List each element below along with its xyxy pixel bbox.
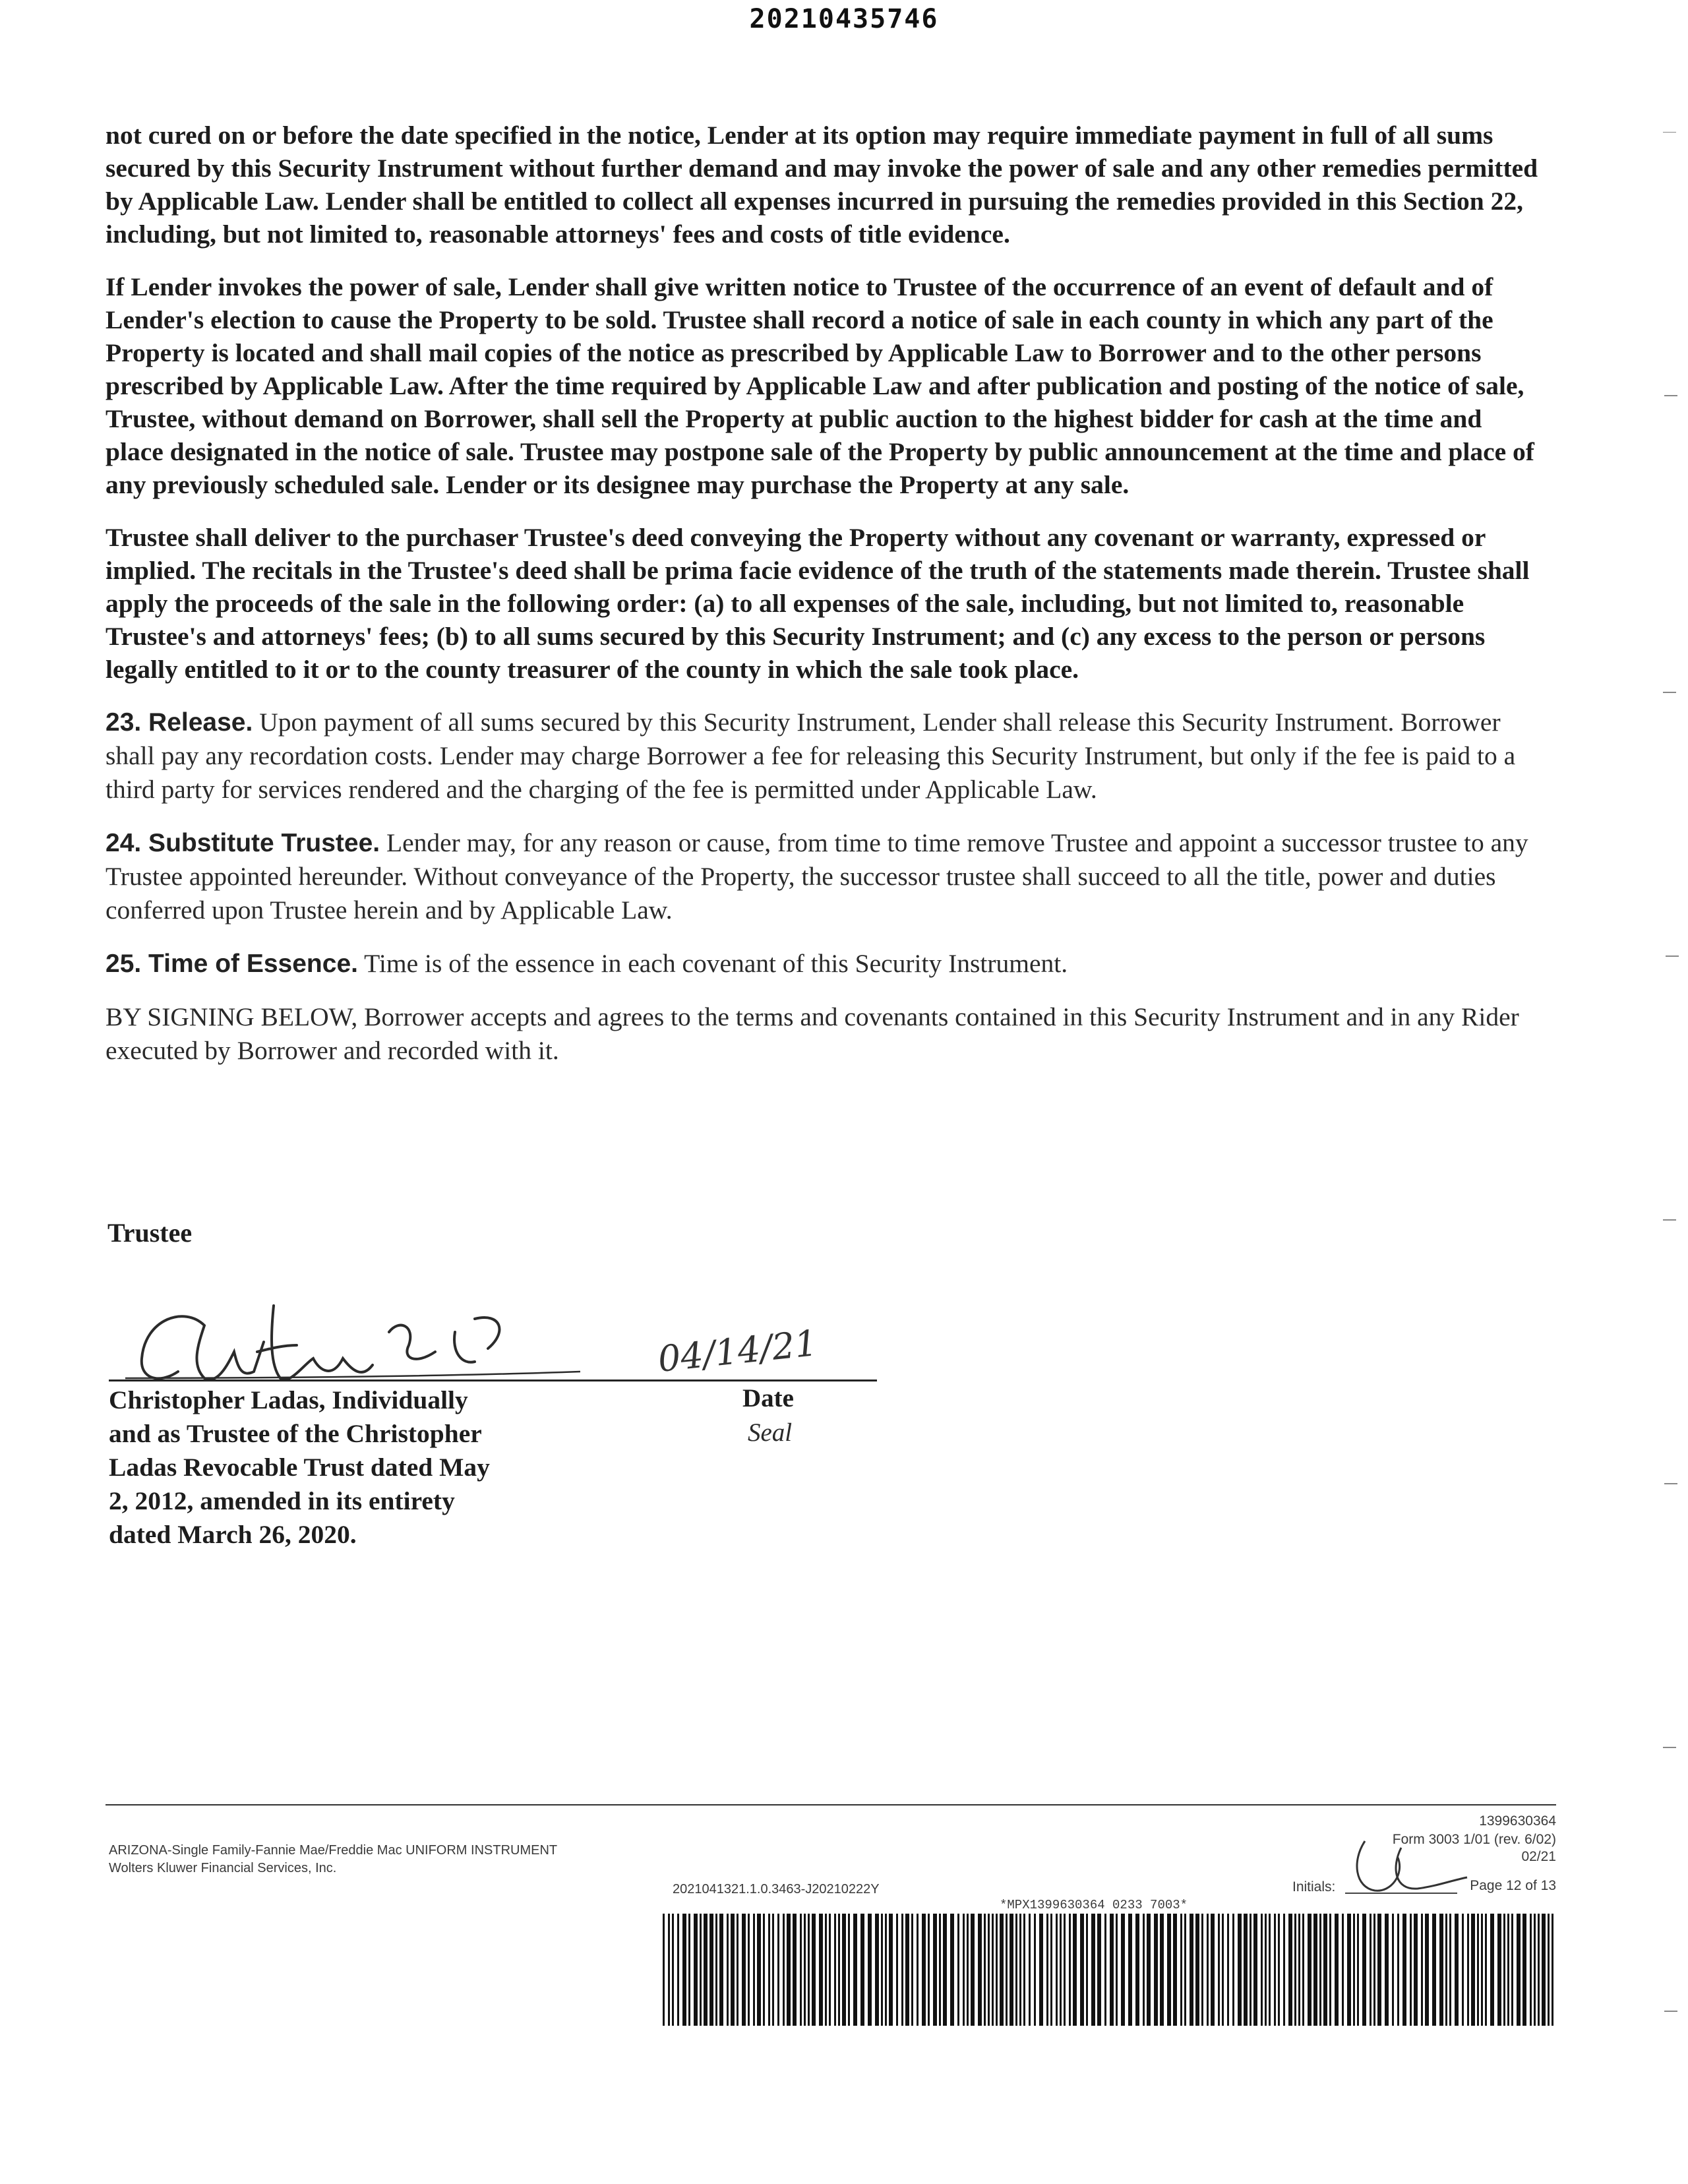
date-label: Date xyxy=(742,1384,794,1412)
barcode xyxy=(663,1914,1559,2026)
revision-date: 02/21 xyxy=(1521,1849,1556,1864)
signer-line: 2, 2012, amended in its entirety xyxy=(109,1486,455,1515)
barcode-bar xyxy=(1238,1914,1242,2026)
barcode-bar xyxy=(842,1914,846,2026)
barcode-bar xyxy=(917,1914,919,2026)
barcode-bar xyxy=(922,1914,926,2026)
barcode-bar xyxy=(1323,1914,1327,2026)
seal-label: Seal xyxy=(748,1418,793,1447)
barcode-bar xyxy=(1455,1914,1459,2026)
handwritten-initials xyxy=(1345,1828,1477,1900)
barcode-bar xyxy=(694,1914,698,2026)
section-23-release xyxy=(106,706,1543,806)
barcode-bar xyxy=(1269,1914,1271,2026)
barcode-bar xyxy=(901,1914,903,2026)
barcode-bar xyxy=(1353,1914,1355,2026)
barcode-bar xyxy=(1116,1914,1118,2026)
barcode-bar xyxy=(868,1914,872,2026)
barcode-bar xyxy=(1522,1914,1526,2026)
barcode-bar xyxy=(1342,1914,1344,2026)
barcode-bar xyxy=(787,1914,791,2026)
barcode-bar xyxy=(1432,1914,1436,2026)
barcode-bar xyxy=(1184,1914,1186,2026)
barcode-bar xyxy=(1385,1914,1389,2026)
barcode-bar xyxy=(1445,1914,1447,2026)
barcode-bar xyxy=(1207,1914,1209,2026)
barcode-bar xyxy=(1143,1914,1145,2026)
barcode-bar xyxy=(1029,1914,1031,2026)
barcode-bar xyxy=(783,1914,785,2026)
barcode-bar xyxy=(1329,1914,1331,2026)
barcode-bar xyxy=(1167,1914,1171,2026)
barcode-bar xyxy=(1357,1914,1359,2026)
barcode-bar xyxy=(737,1914,738,2026)
barcode-bar xyxy=(950,1914,954,2026)
barcode-bar xyxy=(1019,1914,1021,2026)
barcode-bar xyxy=(1069,1914,1071,2026)
barcode-bar xyxy=(984,1914,986,2026)
barcode-bar xyxy=(1104,1914,1106,2026)
barcode-bar xyxy=(992,1914,994,2026)
barcode-bar xyxy=(1015,1914,1017,2026)
barcode-bar xyxy=(988,1914,990,2026)
barcode-bar xyxy=(719,1914,723,2026)
barcode-bar xyxy=(1288,1914,1292,2026)
barcode-bar xyxy=(1232,1914,1234,2026)
barcode-bar xyxy=(1046,1914,1048,2026)
loan-number: 1399630364 xyxy=(1479,1813,1556,1829)
barcode-bar xyxy=(1227,1914,1229,2026)
barcode-bar xyxy=(672,1914,674,2026)
barcode-bar xyxy=(838,1914,840,2026)
barcode-bar xyxy=(1298,1914,1300,2026)
barcode-bar xyxy=(804,1914,806,2026)
barcode-bar xyxy=(1347,1914,1351,2026)
barcode-bar xyxy=(957,1914,959,2026)
barcode-bar xyxy=(1121,1914,1125,2026)
barcode-bar xyxy=(777,1914,779,2026)
form-publisher: Wolters Kluwer Financial Services, Inc. xyxy=(109,1861,337,1875)
barcode-bar xyxy=(709,1914,713,2026)
barcode-bar xyxy=(1080,1914,1084,2026)
barcode-bar xyxy=(812,1914,816,2026)
barcode-bar xyxy=(1542,1914,1546,2026)
barcode-bar xyxy=(677,1914,679,2026)
footer-divider xyxy=(106,1804,1556,1805)
barcode-bar xyxy=(1060,1914,1062,2026)
barcode-bar xyxy=(928,1914,930,2026)
barcode-bar xyxy=(1091,1914,1095,2026)
barcode-bar xyxy=(1511,1914,1513,2026)
barcode-bar xyxy=(889,1914,893,2026)
barcode-bar xyxy=(1086,1914,1088,2026)
initials-label: Initials: xyxy=(1292,1879,1336,1895)
barcode-bar xyxy=(1421,1914,1423,2026)
paragraph-power-of-sale: If Lender invokes the power of sale, Lender shall give written notice to Trustee of the occurrence of an event of default and of Lender's election to cause the Property to be sold. Trustee shall record a notice of sale in each county in which any part of the Property is located and shall mail copies of the notice as prescribed by Applicable Law to Borrower and to the other persons prescribed by Applicable Law. After the time required by Applicable Law and after publication and posting of the notice of sale, Trustee, without demand on Borrower, shall sell the Property at public auction to the highest bidder for cash at the time and place designated in the notice of sale. Trustee may postpone sale of the Property by public announcement at the time and place of any previously scheduled sale. Lender or its designee may purchase the Property at any sale. xyxy=(106,272,1534,499)
barcode-bar xyxy=(688,1914,690,2026)
barcode-bar xyxy=(1477,1914,1479,2026)
recording-number: 20210435746 xyxy=(749,4,939,34)
barcode-bar xyxy=(1410,1914,1412,2026)
paragraph-trustee-deed: Trustee shall deliver to the purchaser Trustee's deed conveying the Property without any covenant or warranty, expressed or implied. The recitals in the Trustee's deed shall be prima facie evidence of the truth of the statements made therein. Trustee shall apply the proceeds of the sale in the following order: (a) to all expenses of the sale, including, but not limited to, reasonable Trustee's and attorneys' fees; (b) to all sums secured by this Security Instrument; and (c) any excess to the person or persons legally entitled to it or to the county treasurer of the county in which the sale took place. xyxy=(106,523,1530,684)
barcode-bar xyxy=(885,1914,887,2026)
barcode-bar xyxy=(905,1914,909,2026)
barcode-bar xyxy=(1180,1914,1182,2026)
barcode-bar xyxy=(1253,1914,1257,2026)
barcode-bar xyxy=(1449,1914,1451,2026)
barcode-bar xyxy=(1530,1914,1532,2026)
barcode-bar xyxy=(1173,1914,1177,2026)
barcode-bar xyxy=(853,1914,857,2026)
section-24-text: Lender may, for any reason or cause, from time to time remove Trustee and appoint a successor trustee to any Trustee appointed hereunder. Without conveyance of the Property, the successor trustee shall succeed to all the title, power and duties conferred upon Trustee herein and by Applicable Law. xyxy=(106,828,1528,925)
barcode-bar xyxy=(793,1914,797,2026)
barcode-bar xyxy=(704,1914,708,2026)
barcode-bar xyxy=(1034,1914,1036,2026)
barcode-bar xyxy=(715,1914,717,2026)
document-body xyxy=(106,119,1543,1087)
barcode-bar xyxy=(1128,1914,1132,2026)
barcode-bar xyxy=(971,1914,975,2026)
barcode-bar xyxy=(1425,1914,1429,2026)
barcode-bar xyxy=(668,1914,670,2026)
barcode-bar xyxy=(1201,1914,1203,2026)
barcode-bar xyxy=(1485,1914,1487,2026)
barcode-bar xyxy=(768,1914,770,2026)
barcode-bar xyxy=(1190,1914,1193,2026)
barcode-bar xyxy=(1039,1914,1043,2026)
barcode-bar xyxy=(1308,1914,1311,2026)
barcode-bar xyxy=(963,1914,965,2026)
barcode-bar xyxy=(1319,1914,1321,2026)
barcode-bar xyxy=(1064,1914,1066,2026)
barcode-bar xyxy=(1313,1914,1317,2026)
barcode-bar xyxy=(1023,1914,1025,2026)
barcode-bar xyxy=(1073,1914,1077,2026)
signing-statement: BY SIGNING BELOW, Borrower accepts and agrees to the terms and covenants contained in this Security Instrument and in any Rider executed by Borrower and recorded with it. xyxy=(106,1002,1519,1065)
barcode-bar xyxy=(819,1914,823,2026)
barcode-bar xyxy=(834,1914,836,2026)
barcode-bar xyxy=(1147,1914,1151,2026)
barcode-bar xyxy=(753,1914,755,2026)
barcode-bar xyxy=(757,1914,761,2026)
barcode-bar xyxy=(1370,1914,1372,2026)
signature-line xyxy=(109,1380,877,1381)
barcode-bar xyxy=(896,1914,898,2026)
form-title: ARIZONA-Single Family-Fannie Mae/Freddie Mac UNIFORM INSTRUMENT xyxy=(109,1843,558,1858)
paragraph-remedies: not cured on or before the date specified in the notice, Lender at its option may require immediate payment in full of all sums secured by this Security Instrument without further demand and may invoke the power of sale and any other remedies permitted by Applicable Law. Lender shall be entitled to collect all expenses incurred in pursuing the remedies provided in this Section 22, including, but not limited to, reasonable attorneys' fees and costs of title evidence. xyxy=(106,121,1538,249)
barcode-bar xyxy=(1244,1914,1248,2026)
signer-line: and as Trustee of the Christopher xyxy=(109,1419,482,1448)
barcode-bar xyxy=(1497,1914,1501,2026)
barcode-bar xyxy=(1538,1914,1540,2026)
barcode-bar xyxy=(1218,1914,1220,2026)
barcode-bar xyxy=(978,1914,982,2026)
barcode-bar xyxy=(943,1914,947,2026)
barcode-bar xyxy=(1154,1914,1158,2026)
barcode-bar xyxy=(1250,1914,1251,2026)
barcode-bar xyxy=(663,1914,665,2026)
barcode-bar xyxy=(1481,1914,1483,2026)
barcode-bar xyxy=(1402,1914,1406,2026)
barcode-bar xyxy=(1195,1914,1199,2026)
barcode-bar xyxy=(800,1914,802,2026)
barcode-bar xyxy=(1490,1914,1494,2026)
barcode-bar xyxy=(1160,1914,1164,2026)
barcode-bar xyxy=(772,1914,774,2026)
barcode-bar xyxy=(1110,1914,1114,2026)
barcode-bar xyxy=(1302,1914,1304,2026)
page-number: Page 12 of 13 xyxy=(1470,1878,1556,1893)
barcode-bar xyxy=(727,1914,729,2026)
section-24-heading: 24. Substitute Trustee. xyxy=(106,829,380,857)
barcode-bar xyxy=(1294,1914,1296,2026)
barcode-bar xyxy=(860,1914,864,2026)
barcode-bar xyxy=(1000,1914,1004,2026)
barcode-bar xyxy=(742,1914,746,2026)
barcode-bar xyxy=(1534,1914,1536,2026)
section-25-text: Time is of the essence in each covenant of this Security Instrument. xyxy=(357,949,1068,978)
barcode-bar xyxy=(1335,1914,1339,2026)
barcode-bar xyxy=(939,1914,941,2026)
signer-line: dated March 26, 2020. xyxy=(109,1520,357,1549)
barcode-bar xyxy=(700,1914,702,2026)
barcode-bar xyxy=(825,1914,827,2026)
barcode-bar xyxy=(1462,1914,1464,2026)
handwritten-date: 04/14/21 xyxy=(655,1321,820,1380)
barcode-bar xyxy=(1507,1914,1509,2026)
barcode-bar xyxy=(1392,1914,1394,2026)
barcode-bar xyxy=(1274,1914,1276,2026)
barcode-bar xyxy=(1414,1914,1418,2026)
barcode-bar xyxy=(1397,1914,1399,2026)
form-number: Form 3003 1/01 (rev. 6/02) xyxy=(1392,1832,1556,1847)
barcode-bar xyxy=(1439,1914,1443,2026)
document-code: 2021041321.1.0.3463-J20210222Y xyxy=(673,1882,880,1896)
barcode-bar xyxy=(1050,1914,1052,2026)
barcode-bar xyxy=(1261,1914,1263,2026)
section-25-time-of-essence xyxy=(106,947,1543,981)
barcode-bar xyxy=(748,1914,750,2026)
section-24-substitute-trustee xyxy=(106,826,1543,927)
barcode-bar xyxy=(911,1914,913,2026)
barcode-bar xyxy=(1006,1914,1008,2026)
barcode-bar xyxy=(1503,1914,1505,2026)
barcode-bar xyxy=(933,1914,937,2026)
barcode-bar xyxy=(1517,1914,1521,2026)
barcode-bar xyxy=(1222,1914,1224,2026)
barcode-bar xyxy=(1552,1914,1553,2026)
scan-margin-marks xyxy=(1656,132,1683,2110)
barcode-bar xyxy=(1373,1914,1375,2026)
barcode-bar xyxy=(1467,1914,1469,2026)
barcode-bar xyxy=(1135,1914,1139,2026)
signer-line: Ladas Revocable Trust dated May xyxy=(109,1453,490,1482)
barcode-bar xyxy=(1377,1914,1381,2026)
barcode-bar xyxy=(1278,1914,1280,2026)
barcode-bar xyxy=(1471,1914,1475,2026)
barcode-bar xyxy=(1211,1914,1215,2026)
barcode-bar xyxy=(996,1914,998,2026)
barcode-bar xyxy=(682,1914,686,2026)
barcode-bar xyxy=(967,1914,969,2026)
barcode-bar xyxy=(1283,1914,1285,2026)
barcode-bar xyxy=(1362,1914,1366,2026)
barcode-bar xyxy=(1548,1914,1550,2026)
barcode-bar xyxy=(875,1914,879,2026)
signer-block xyxy=(109,1383,610,1552)
barcode-bar xyxy=(829,1914,831,2026)
barcode-bar xyxy=(1056,1914,1058,2026)
barcode-bar xyxy=(1097,1914,1101,2026)
barcode-bar xyxy=(1265,1914,1267,2026)
barcode-bar xyxy=(808,1914,810,2026)
trustee-label: Trustee xyxy=(107,1218,193,1248)
barcode-bar xyxy=(881,1914,883,2026)
section-25-heading: 25. Time of Essence. xyxy=(106,950,358,978)
barcode-bar xyxy=(763,1914,765,2026)
signer-line: Christopher Ladas, Individually xyxy=(109,1385,468,1414)
section-23-text: Upon payment of all sums secured by this Security Instrument, Lender shall release this Security Instrument. Borrower shall pay any recordation costs. Lender may charge Borrower a fee for releasing this Security Instrument, but only if the fee is paid to a third party for services rendered and the charging of the fee is permitted under Applicable Law. xyxy=(106,708,1516,804)
barcode-caption: *MPX1399630364 0233 7003* xyxy=(1000,1898,1188,1912)
section-23-heading: 23. Release. xyxy=(106,708,253,737)
barcode-bar xyxy=(848,1914,850,2026)
barcode-bar xyxy=(731,1914,735,2026)
barcode-bar xyxy=(1010,1914,1013,2026)
